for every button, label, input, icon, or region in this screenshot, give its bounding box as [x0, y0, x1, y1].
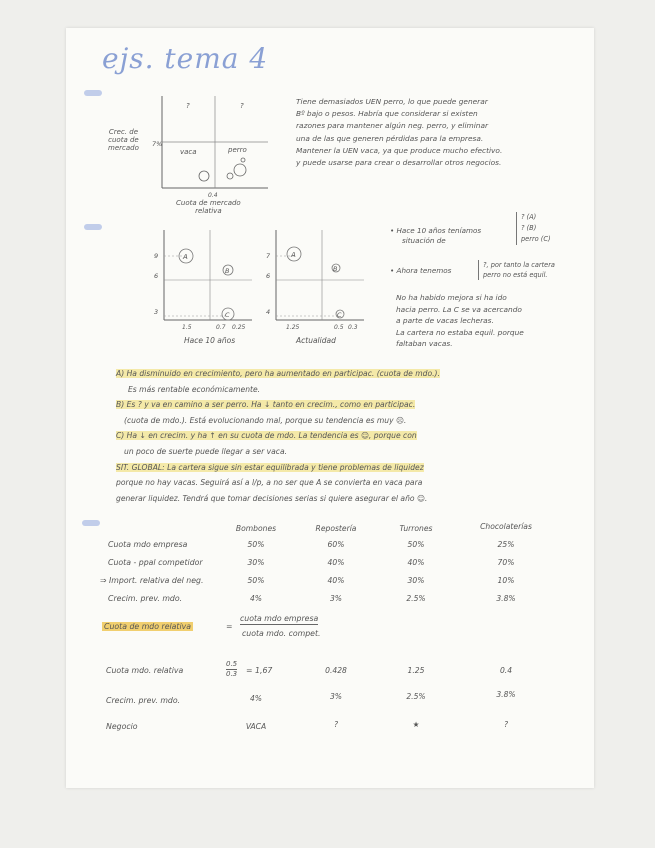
bcg-circle — [241, 158, 245, 162]
table-cell: 3.8% — [496, 594, 516, 603]
side-conclusion: No ha habido mejora si ha ido hacia perro. La C se va acercando a parte de vacas lecheras. La cartera no estaba equil. porque faltaban vacas. — [396, 293, 524, 349]
table2-cell: ? — [333, 720, 339, 729]
brace-list-1: ? (A) ? (B) perro (C) — [516, 212, 551, 245]
table2-cell: 3.8% — [496, 690, 516, 699]
table-cell: 4% — [249, 594, 263, 603]
chart2-xtick: 0.7 — [216, 324, 226, 331]
table2-cell: VACA — [245, 722, 267, 731]
table-cell: 40% — [327, 558, 345, 567]
table-cell: 30% — [247, 558, 265, 567]
table2-cell: 0.428 — [325, 666, 347, 675]
table-cell: 70% — [497, 558, 515, 567]
table-cell: 25% — [497, 540, 515, 549]
table-cell: 60% — [327, 540, 345, 549]
bcg-circle — [234, 164, 246, 176]
bcg-matrix-chart — [148, 96, 268, 199]
table-cell: 3% — [329, 594, 343, 603]
table-header: Bombones — [235, 524, 277, 533]
table2-cell: 4% — [249, 694, 263, 703]
table-row-label: Crecim. prev. mdo. — [108, 594, 183, 603]
chart3-xtick: 0.3 — [348, 324, 358, 331]
answers-paragraph: A) Ha disminuido en crecimiento, pero ha aumentado en participac. (cuota de mdo.). Es más rentable económicamente. B) Es ? y va en camino a ser perro. Ha ↓ tanto en crecim., como en participac. (cuota de mdo.). Está evolucionando mal, porque su tendencia es muy ☹. C) Ha ↓ en crecim. y ha ↑ en su cuota de mdo. La tendencia es ☺, porque con un poco de suerte puede llegar a ser vaca. SIT. GLOBAL: La cartera sigue sin estar equilibrada y tiene problemas de liquidez porque no hay vacas. Seguirá así a l/p, a no ser que A se convierta en vaca para generar liquidez. Tendrá que tomar decisiones serias si quiere asegurar el año ☺. — [116, 369, 440, 503]
table2-fraction: 0.5 0.3 — [226, 660, 238, 678]
formula-numerator: cuota mdo empresa — [240, 614, 319, 623]
analysis-paragraph: Tiene demasiados UEN perro, lo que puede generar Bº bajo o pesos. Habría que considerar si existen razones para mantener algún neg. perro, y eliminar una de las que generen pérdidas para la empresa. Mantener la UEN vaca, ya que produce mucho efectivo. y puede usarse para crear o desarrollar otros negocios. — [296, 97, 503, 168]
table2-cell: ★ — [412, 720, 420, 729]
table2-cell: = 1,67 — [246, 666, 273, 675]
table-row-label: Cuota - ppal competidor — [108, 558, 203, 567]
chart3-label: C — [337, 311, 342, 319]
chart3-ytick: 4 — [266, 308, 271, 316]
table2-cell: 3% — [329, 692, 343, 701]
table-cell: 40% — [407, 558, 425, 567]
bcg-q4: perro — [228, 146, 247, 154]
section-marker-2 — [84, 224, 102, 230]
chart3-ytick: 7 — [266, 252, 271, 260]
table-header: Turrones — [399, 524, 433, 533]
chart2-ytick: 6 — [154, 272, 159, 280]
chart-actualidad — [264, 228, 364, 331]
table2-cell: 0.4 — [499, 666, 513, 675]
table2-row-label: Crecim. prev. mdo. — [106, 696, 181, 705]
table-cell: 50% — [407, 540, 425, 549]
table-cell: 40% — [327, 576, 345, 585]
notebook-page — [66, 28, 594, 788]
table-header: Repostería — [315, 524, 357, 533]
table-cell: 2.5% — [406, 594, 426, 603]
formula-label: Cuota de mdo relativa — [104, 622, 192, 631]
table2-row-label: Cuota mdo. relativa — [106, 666, 184, 675]
page-title: ejs. tema 4 — [102, 42, 269, 75]
chart3-label: B — [333, 265, 338, 273]
chart2-label: C — [225, 311, 230, 319]
table2-row-label: Negocio — [106, 722, 138, 731]
chart2-caption: Hace 10 años — [184, 336, 236, 345]
table-cell: 50% — [247, 540, 265, 549]
table2-cell: ? — [503, 720, 509, 729]
side-note-ahora: • Ahora tenemos — [390, 266, 452, 275]
bcg-ytick: 7% — [152, 140, 163, 148]
section-marker-3 — [82, 520, 100, 526]
table-header: Chocolaterías — [480, 522, 532, 531]
chart2-xtick: 1.5 — [182, 324, 192, 331]
table2-cell: 1.25 — [407, 666, 425, 675]
brace-list-2: ?, por tanto la cartera perro no está equil. — [478, 260, 555, 280]
chart-hace-10-anos — [152, 228, 252, 331]
bcg-q3: vaca — [180, 148, 197, 156]
table-cell: 10% — [497, 576, 515, 585]
table-row-label: ⇒ Import. relativa del neg. — [100, 576, 204, 585]
table-row-label: Cuota mdo empresa — [108, 540, 188, 549]
chart3-xtick: 0.5 — [334, 324, 344, 331]
bcg-q1: ? — [186, 102, 190, 110]
chart2-ytick: 9 — [154, 252, 159, 260]
chart2-xtick: 0.25 — [232, 324, 246, 331]
side-note-hace: • Hace 10 años teníamos situación de — [390, 226, 482, 245]
chart3-label: A — [291, 251, 296, 259]
section-marker-1 — [84, 90, 102, 96]
formula-denominator: cuota mdo. compet. — [242, 629, 321, 638]
chart2-label: B — [225, 267, 230, 275]
chart2-ytick: 3 — [154, 308, 159, 316]
bcg-xtick: 0.4 — [208, 192, 218, 199]
bcg-ylabel: Crec. de cuota de mercado — [108, 128, 139, 152]
bcg-q2: ? — [240, 102, 244, 110]
chart2-label: A — [183, 253, 188, 261]
chart3-xtick: 1.25 — [286, 324, 300, 331]
table-cell: 30% — [407, 576, 425, 585]
formula-equals: = — [226, 622, 233, 631]
chart3-caption: Actualidad — [296, 336, 336, 345]
bcg-xlabel: Cuota de mercado relativa — [176, 199, 241, 215]
table-cell: 50% — [247, 576, 265, 585]
table2-cell: 2.5% — [406, 692, 426, 701]
chart3-ytick: 6 — [266, 272, 271, 280]
bcg-circle — [199, 171, 209, 181]
bcg-circle — [227, 173, 233, 179]
